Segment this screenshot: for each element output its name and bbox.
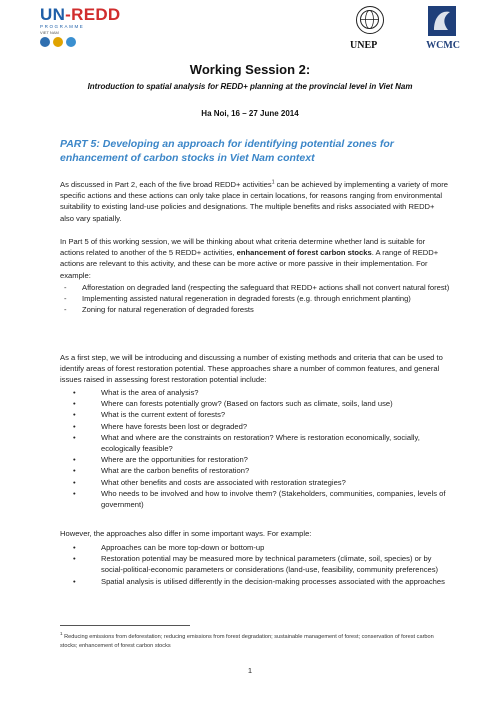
list-item	[60, 488, 450, 510]
un-text: UN	[40, 5, 66, 24]
partner-logos	[40, 37, 150, 47]
dash-marker: -	[64, 294, 67, 304]
wcmc-emblem-icon	[428, 6, 456, 36]
list-item	[60, 576, 450, 587]
list-item-text: Spatial analysis is utilised differently in the decision-making processes associated with the approaches	[101, 576, 445, 586]
bullet-marker: •	[73, 477, 76, 487]
list-item	[60, 409, 450, 420]
para2-text-b: . A range of REDD+ actions are relevant to this activity, and these can be more active or more passive in their implementation. For example:	[60, 248, 439, 280]
list-item-text: Afforestation on degraded land (respecting the safeguard that REDD+ actions shall not convert natural forest)	[82, 283, 450, 292]
list-item	[60, 432, 450, 454]
page-title: Working Session 2:	[189, 62, 311, 77]
bullet-marker: •	[73, 576, 76, 586]
footnote-ref: 1	[271, 179, 275, 186]
footnote-text: Reducing emissions from deforestation; reducing emissions from forest degradation; sustainable management of forest; conservation of forest carbon stocks; enhancement of forest carbon stocks	[60, 633, 434, 649]
list-item-text: What other benefits and costs are associated with restoration strategies?	[101, 477, 346, 487]
bullet-marker: •	[73, 466, 76, 476]
country-text: VIET NAM	[40, 30, 59, 35]
list-item	[60, 387, 450, 398]
wcmc-emblem-svg	[428, 6, 456, 36]
list-item	[60, 477, 450, 488]
un-redd-logo	[40, 6, 150, 50]
paragraph-3	[60, 352, 450, 386]
list-item	[60, 293, 450, 304]
para1-text-a: As discussed in Part 2, each of the five broad REDD+ activities	[60, 180, 272, 189]
para4-text: However, the approaches also differ in some important ways. For example:	[60, 529, 312, 538]
paragraph-4	[60, 528, 450, 539]
list-item	[60, 542, 450, 553]
list-item	[60, 421, 450, 432]
bullet-marker: •	[73, 488, 76, 498]
list-item	[60, 553, 450, 575]
list-item-text: Where have forests been lost or degraded?	[101, 421, 248, 431]
footnote	[60, 629, 450, 651]
dash-list	[60, 282, 450, 316]
list-item-text: Who needs to be involved and how to involve them? (Stakeholders, communities, companies, levels of government)	[101, 488, 446, 510]
paragraph-2	[60, 236, 450, 281]
bullet-marker: •	[73, 554, 76, 564]
page-subtitle: Introduction to spatial analysis for REDD+ planning at the provincial level in Viet Nam	[87, 82, 413, 91]
dash-marker: -	[64, 305, 67, 315]
unep-globe-svg	[357, 7, 382, 32]
unep-globe-icon	[356, 6, 384, 34]
bullet-list-2	[60, 542, 450, 587]
footnote-number: 1	[60, 631, 63, 636]
list-item-text: Where can forests potentially grow? (Based on factors such as climate, soils, land use)	[101, 399, 393, 409]
para2-text-a: In Part 5 of this working session, we will be thinking about what criteria determine whether land is suitable for actions related to another of the 5 REDD+ activities,	[60, 237, 426, 258]
unep-wcmc-logo	[350, 6, 460, 52]
list-item-text: Implementing assisted natural regeneration in degraded forests (e.g. through enrichment planting)	[82, 294, 411, 304]
list-item	[60, 304, 450, 315]
undp-logo-icon	[53, 37, 63, 47]
list-item	[60, 282, 450, 293]
list-item-text: Zoning for natural regeneration of degraded forests	[82, 305, 254, 315]
bullet-marker: •	[73, 543, 76, 552]
page-number: 1	[247, 666, 253, 675]
para1-text-b: can be achieved by implementing a variety of more specific actions and these actions can only take place in certain locations, for reasons ranging from environmental suitability to existing land-use policies and designations. The multiple benefits and risks associated with REDD+ also vary spatially.	[60, 180, 448, 223]
list-item	[60, 465, 450, 476]
para2-bold-text: enhancement of forest carbon stocks	[236, 248, 372, 258]
bullet-marker: •	[73, 455, 76, 465]
wcmc-label: WCMC	[426, 40, 460, 51]
bullet-marker: •	[73, 399, 76, 409]
programme-text: PROGRAMME	[40, 24, 85, 29]
bullet-marker: •	[73, 388, 76, 397]
list-item-text: What are the carbon benefits of restoration?	[101, 466, 250, 476]
redd-text: -REDD	[65, 5, 121, 24]
bullet-marker: •	[73, 421, 76, 431]
paragraph-1	[60, 179, 450, 224]
part-heading: PART 5: Developing an approach for identifying potential zones for enhancement of carbon stocks in Viet Nam context	[60, 138, 394, 164]
list-item-text: Where are the opportunities for restoration?	[101, 455, 248, 465]
fao-logo-icon	[40, 37, 50, 47]
bullet-marker: •	[73, 410, 76, 420]
dash-marker: -	[64, 283, 67, 292]
list-item-text: Approaches can be more top-down or bottom-up	[101, 543, 265, 552]
bullet-list	[60, 387, 450, 510]
list-item-text: What and where are the constraints on restoration? Where is restoration economically, socially, ecologically feasible?	[101, 432, 420, 454]
footnote-divider	[60, 625, 190, 626]
unep-label: UNEP	[350, 40, 378, 51]
list-item	[60, 454, 450, 465]
para3-text: As a first step, we will be introducing and discussing a number of existing methods and criteria that can be used to identify areas of forest restoration potential. These approaches share a number of common features, and general issues raised in assessing forest restoration potential include:	[60, 353, 443, 385]
bullet-marker: •	[73, 432, 76, 442]
list-item	[60, 398, 450, 409]
un-redd-wordmark	[40, 6, 150, 23]
list-item-text: Restoration potential may be measured more by technical parameters (climate, soil, species) or by social-political-economic parameters or considerations (land-use, feasibility, community preferences)	[101, 554, 439, 575]
unep-small-logo-icon	[66, 37, 76, 47]
list-item-text: What is the current extent of forests?	[101, 410, 226, 420]
list-item-text: What is the area of analysis?	[101, 388, 199, 397]
dateline: Ha Noi, 16 – 27 June 2014	[201, 109, 299, 118]
